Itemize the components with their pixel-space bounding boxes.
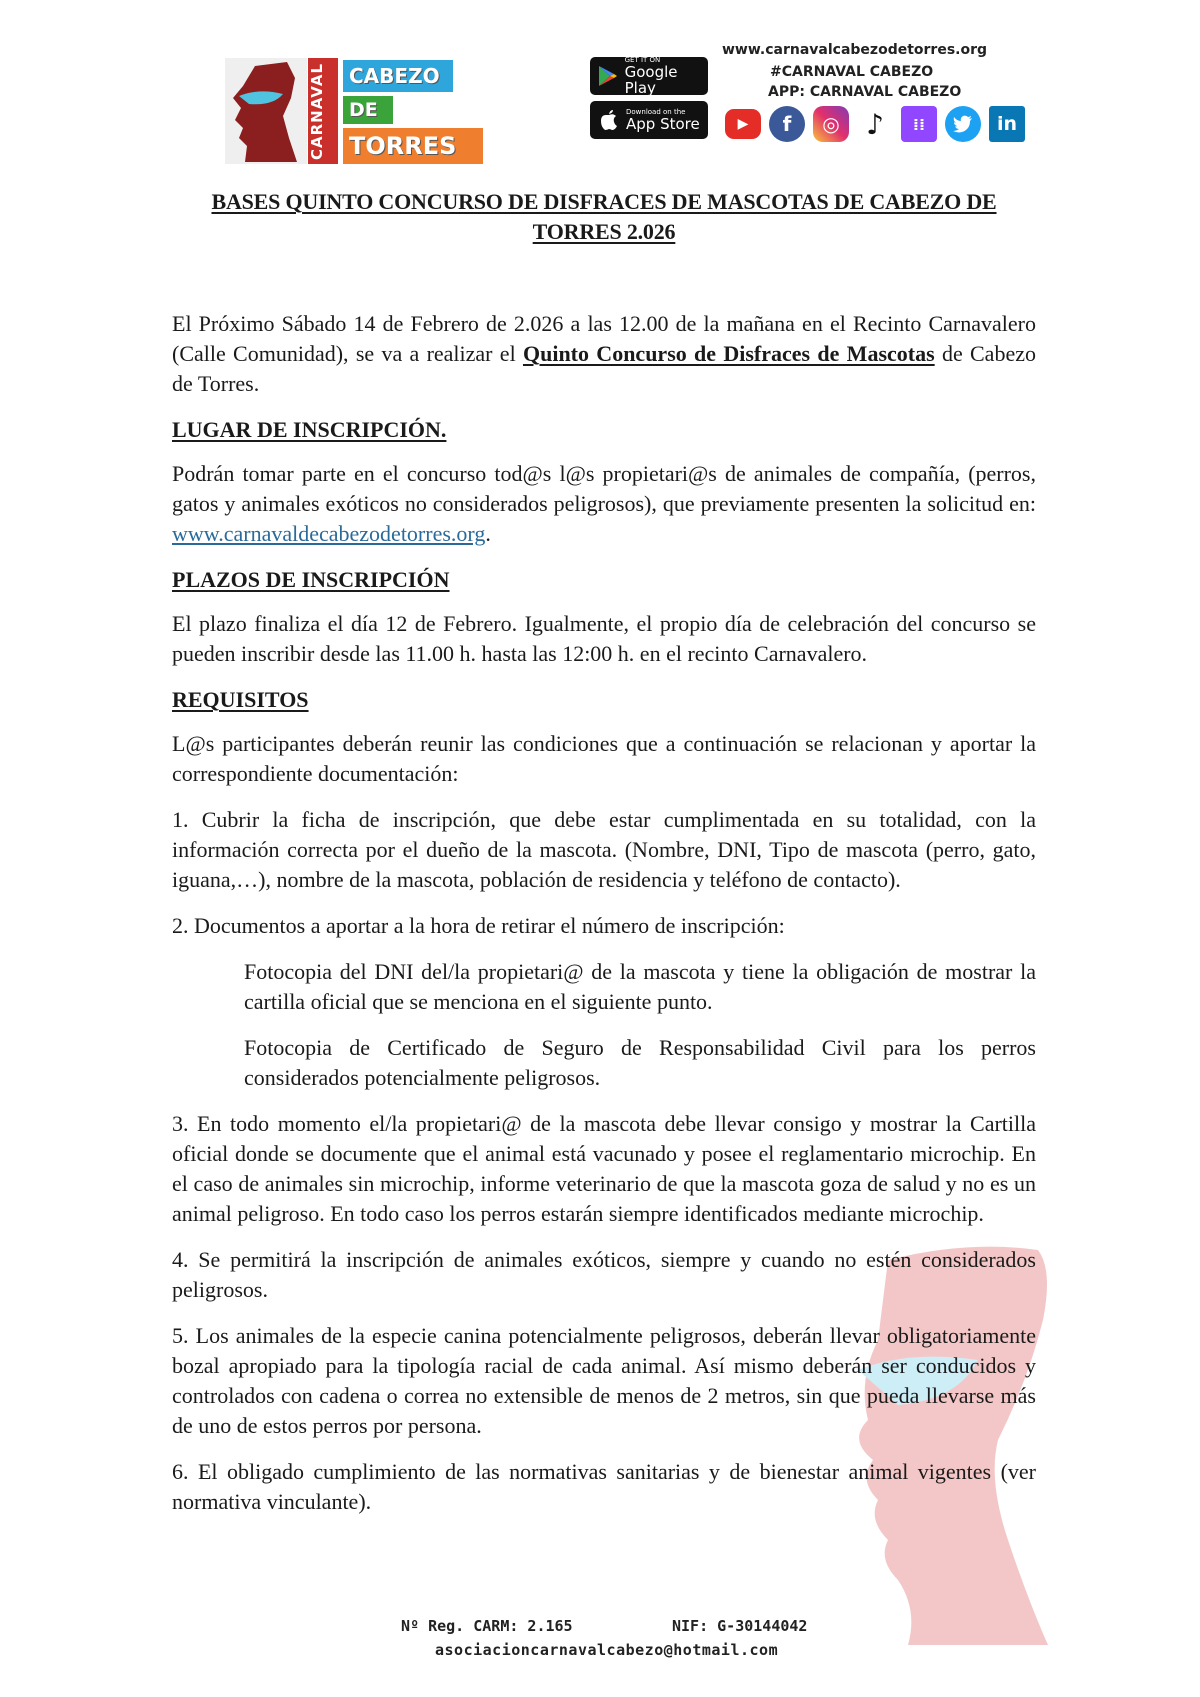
requisito-6: 6. El obligado cumplimiento de las normativas sanitarias y de bienestar animal vigentes (ver normativa vinculante).	[172, 1459, 1036, 1514]
google-play-icon	[598, 64, 619, 88]
website-url[interactable]: www.carnavalcabezodetorres.org	[722, 42, 988, 58]
google-play-badge[interactable]: GET IT ON Google Play	[590, 57, 708, 95]
plazos-paragraph: El plazo finaliza el día 12 de Febrero. Igualmente, el propio día de celebración del concurso se pueden inscribir desde las 11.00 h. hasta las 12:00 h. en el recinto Carnavalero.	[172, 611, 1036, 666]
mask-face-icon	[225, 58, 307, 164]
twitch-icon[interactable]: ⁞⁞	[901, 106, 937, 142]
app-store-badge[interactable]: Download on the App Store	[590, 101, 708, 139]
app-name-text: APP: CARNAVAL CABEZO	[768, 84, 962, 100]
registration-link[interactable]: www.carnavaldecabezodetorres.org	[172, 521, 486, 546]
registration-number: Nº Reg. CARM: 2.165	[401, 1617, 573, 1635]
heading-requisitos: REQUISITOS	[172, 687, 309, 712]
letterhead	[0, 40, 1200, 170]
requisitos-intro: L@s participantes deberán reunir las condiciones que a continuación se relacionan y aportar la correspondiente documentación:	[172, 731, 1036, 786]
requisito-2-sub-1: Fotocopia del DNI del/la propietari@ de la mascota y tiene la obligación de mostrar la cartilla oficial que se menciona en el siguiente punto.	[244, 959, 1036, 1014]
instagram-icon[interactable]: ◎	[813, 106, 849, 142]
intro-paragraph: El Próximo Sábado 14 de Febrero de 2.026 a las 12.00 de la mañana en el Recinto Carnavalero (Calle Comunidad), se va a realizar el Quinto Concurso de Disfraces de Mascotas de Cabezo de Torres.	[172, 311, 1036, 396]
facebook-icon[interactable]: f	[769, 106, 805, 142]
lugar-paragraph: Podrán tomar parte en el concurso tod@s l@s propietari@s de animales de compañía, (perros, gatos y animales exóticos no considerados peligrosos), que previamente presenten la solicitud en: www.carnavaldecabezodetorres.org.	[172, 461, 1036, 546]
requisito-2-sub-2: Fotocopia de Certificado de Seguro de Responsabilidad Civil para los perros considerados potencialmente peligrosos.	[244, 1035, 1036, 1090]
logo-de-text: DE	[343, 96, 393, 124]
linkedin-icon[interactable]: in	[989, 106, 1025, 142]
requisito-2: 2. Documentos a aportar a la hora de retirar el número de inscripción:	[172, 913, 785, 938]
hashtag-text: #CARNAVAL CABEZO	[770, 64, 934, 80]
requisito-1: 1. Cubrir la ficha de inscripción, que debe estar cumplimentada en su totalidad, con la información correcta por el dueño de la mascota. (Nombre, DNI, Tipo de mascota (perro, gato, iguana,…), nombre de la mascota, población de residencia y teléfono de contacto).	[172, 807, 1036, 892]
contest-name: Quinto Concurso de Disfraces de Mascotas	[522, 341, 935, 366]
tiktok-icon[interactable]: ♪	[857, 106, 893, 142]
document-body	[172, 309, 1036, 1533]
heading-plazos: PLAZOS DE INSCRIPCIÓN	[172, 567, 450, 592]
requisito-5: 5. Los animales de la especie canina potencialmente peligrosos, deberán llevar obligatoriamente bozal apropiado para la tipología racial de cada animal. Así mismo deberán ser conducidos y controlados con cadena o correa no extensible de menos de 2 metros, sin que pueda llevarse más de uno de estos perros por persona.	[172, 1323, 1036, 1438]
document-title: BASES QUINTO CONCURSO DE DISFRACES DE MASCOTAS DE CABEZO DE TORRES 2.026	[211, 189, 997, 244]
twitter-icon[interactable]	[945, 106, 981, 142]
apple-icon	[598, 108, 620, 132]
nif-number: NIF: G-30144042	[672, 1617, 808, 1635]
logo-carnaval-text: CARNAVAL	[308, 58, 338, 164]
youtube-icon[interactable]: ▶	[725, 109, 761, 139]
logo-torres-text: TORRES	[343, 128, 483, 164]
social-icons	[725, 106, 1025, 142]
requisito-4: 4. Se permitirá la inscripción de animales exóticos, siempre y cuando no estén considerados peligrosos.	[172, 1247, 1036, 1302]
heading-lugar: LUGAR DE INSCRIPCIÓN.	[172, 417, 447, 442]
contact-email[interactable]: asociacioncarnavalcabezo@hotmail.com	[435, 1641, 779, 1659]
logo-cabezo-text: CABEZO	[343, 60, 453, 92]
requisito-3: 3. En todo momento el/la propietari@ de la mascota debe llevar consigo y mostrar la Cartilla oficial donde se documente que el animal está vacunado y posee el reglamentario microchip. En el caso de animales sin microchip, informe veterinario de que la mascota goza de salud y no es un animal peligroso. En todo caso los perros estarán siempre identificados mediante microchip.	[172, 1111, 1036, 1226]
carnaval-logo	[225, 58, 487, 164]
